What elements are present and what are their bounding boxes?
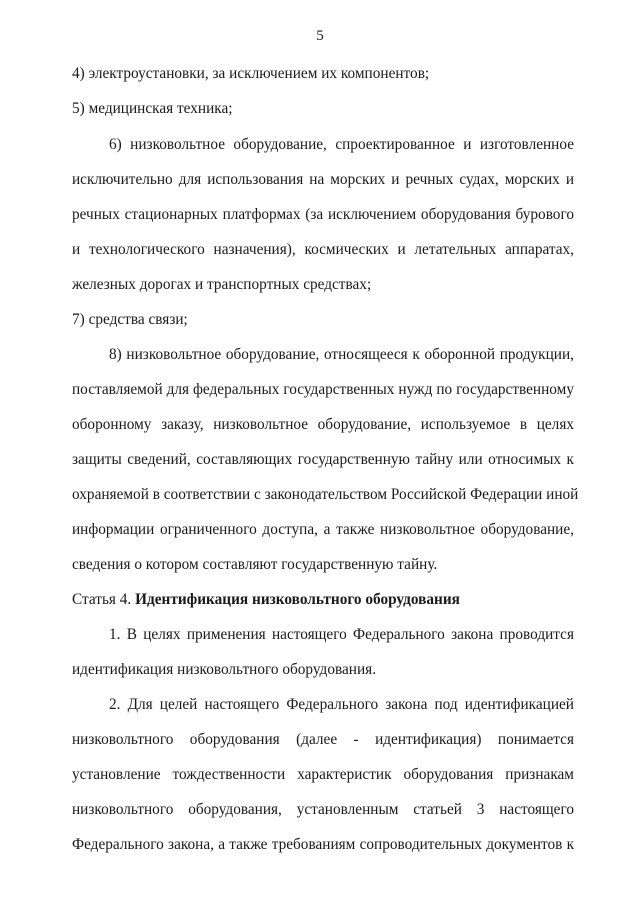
article-heading (72, 590, 460, 610)
paragraph-1-line-1: 1. В целях применения настоящего Федерального закона проводится (109, 626, 574, 643)
list-item-8-line-4: защиты сведений, составляющих государственную тайну или относимых к (72, 451, 574, 468)
list-item-6-line-1: 6) низковольтное оборудование, спроектированное и изготовленное (109, 136, 574, 153)
paragraph-2-line-5: Федерального закона, а также требованиям сопроводительных документов к (72, 836, 574, 853)
page-number: 5 (316, 28, 324, 44)
list-item-6-line-3: речных стационарных платформах (за исключением оборудования бурового (72, 206, 574, 223)
list-item-8-line-2: поставляемой для федеральных государственных нужд по государственному (72, 381, 574, 398)
list-item-8-line-5: охраняемой в соответствии с законодательством Российской Федерации иной (72, 486, 579, 503)
article-heading-title: Идентификация низковольтного оборудования (135, 591, 460, 608)
list-item-8-line-1: 8) низковольтное оборудование, относящееся к оборонной продукции, (109, 346, 574, 363)
list-item-8-line-6: информации ограниченного доступа, а также низковольтное оборудование, (72, 521, 574, 538)
list-item-4: 4) электроустановки, за исключением их компонентов; (72, 65, 430, 82)
paragraph-2-line-1: 2. Для целей настоящего Федерального закона под идентификацией (109, 696, 574, 713)
article-heading-label: Статья 4. (72, 591, 132, 608)
paragraph-1-line-2: идентификация низковольтного оборудования. (72, 661, 377, 678)
list-item-7: 7) средства связи; (72, 311, 188, 328)
list-item-6-line-4: и технологического назначения), космических и летательных аппаратах, (72, 241, 574, 258)
list-item-5: 5) медицинская техника; (72, 100, 233, 117)
paragraph-2-line-3: установление тождественности характеристик оборудования признакам (72, 766, 574, 783)
paragraph-2-line-4: низковольтного оборудования, установленным статьей 3 настоящего (72, 801, 574, 818)
list-item-8-line-3: оборонному заказу, низковольтное оборудование, используемое в целях (72, 416, 574, 433)
list-item-8-line-7: сведения о котором составляют государственную тайну. (72, 556, 438, 573)
list-item-6-line-2: исключительно для использования на морских и речных судах, морских и (72, 171, 574, 188)
paragraph-2-line-2: низковольтного оборудования (далее - идентификация) понимается (72, 731, 574, 748)
list-item-6-line-5: железных дорогах и транспортных средствах; (72, 276, 372, 293)
